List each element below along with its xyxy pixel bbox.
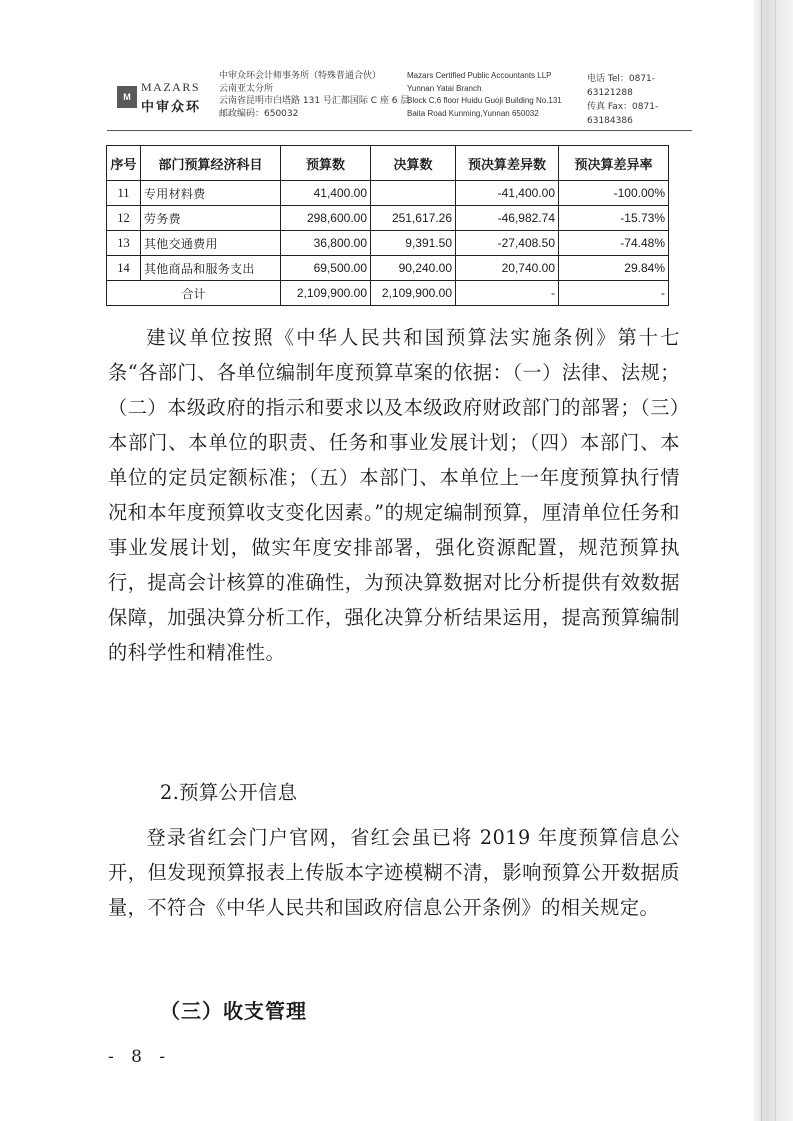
- cell-total-rate: -: [559, 281, 669, 306]
- cell-item: 其他交通费用: [141, 231, 281, 256]
- cell-diff: -41,400.00: [456, 181, 559, 206]
- cell-final: 251,617.26: [371, 206, 456, 231]
- section-heading-income-expense: （三）收支管理: [160, 999, 307, 1023]
- cell-total-label: 合计: [107, 281, 281, 306]
- header-rate: 预决算差异率: [559, 146, 669, 181]
- letterhead-chinese-block: [219, 70, 409, 120]
- cell-item: 劳务费: [141, 206, 281, 231]
- cell-final: [371, 181, 456, 206]
- cell-diff: -46,982.74: [456, 206, 559, 231]
- header-item: 部门预算经济科目: [141, 146, 281, 181]
- cell-seq: 14: [107, 256, 141, 281]
- letterhead-divider: [107, 130, 692, 131]
- cell-rate: -74.48%: [559, 231, 669, 256]
- logo-mark-icon: M: [117, 86, 137, 108]
- cell-rate: -100.00%: [559, 181, 669, 206]
- cell-seq: 12: [107, 206, 141, 231]
- cell-seq: 11: [107, 181, 141, 206]
- cell-diff: -27,408.50: [456, 231, 559, 256]
- address-zh: 云南省昆明市白塔路 131 号汇都国际 C 座 6 层: [219, 96, 410, 106]
- cell-seq: 13: [107, 231, 141, 256]
- logo-zh-text: 中审众环: [141, 100, 202, 115]
- letterhead-contact-block: [587, 72, 692, 128]
- cell-final: 9,391.50: [371, 231, 456, 256]
- cell-total-diff: -: [456, 281, 559, 306]
- address-en-line2: Baita Road Kunming,Yunnan 650032: [407, 108, 539, 118]
- branch-name-zh: 云南亚太分所: [219, 83, 274, 94]
- cell-final: 90,240.00: [371, 256, 456, 281]
- section-heading-budget-disclosure: 2.预算公开信息: [160, 781, 298, 804]
- table-row: [107, 181, 669, 206]
- fax: 传真 Fax：0871-63184386: [587, 102, 659, 126]
- cell-total-budget: 2,109,900.00: [281, 281, 371, 306]
- letterhead: [107, 70, 692, 130]
- header-diff: 预决算差异数: [456, 146, 559, 181]
- table-row: [107, 256, 669, 281]
- cell-item: 专用材料费: [141, 181, 281, 206]
- table-header-row: [107, 146, 669, 181]
- table-total-row: [107, 281, 669, 306]
- letterhead-english-block: [407, 70, 562, 120]
- budget-comparison-table: [106, 145, 669, 306]
- branch-name-en: Yunnan Yatai Branch: [407, 83, 482, 93]
- paragraph-budget-disclosure: 登录省红会门户官网，省红会虽已将 2019 年度预算信息公开，但发现预算报表上传版本字迹模糊不清，影响预算公开数据质量，不符合《中华人民共和国政府信息公开条例》的相关规定。: [108, 826, 680, 919]
- cell-rate: -15.73%: [559, 206, 669, 231]
- firm-name-zh: 中审众环会计师事务所（特殊普通合伙）: [219, 71, 382, 81]
- cell-total-final: 2,109,900.00: [371, 281, 456, 306]
- cell-item: 其他商品和服务支出: [141, 256, 281, 281]
- mazars-logo: [107, 74, 213, 118]
- cell-budget: 41,400.00: [281, 181, 371, 206]
- postal-code-zh: 邮政编码：650032: [219, 108, 299, 119]
- firm-name-en: Mazars Certified Public Accountants LLP: [407, 71, 552, 80]
- telephone: 电话 Tel：0871-63121288: [587, 74, 656, 98]
- table-row: [107, 231, 669, 256]
- address-en-line1: Block C,6 floor Huidu Guoji Building No.131: [407, 96, 562, 105]
- page-number: - 8 -: [108, 1047, 172, 1067]
- scan-page-edge: [753, 0, 793, 1121]
- cell-rate: 29.84%: [559, 256, 669, 281]
- header-seq: 序号: [107, 146, 141, 181]
- cell-budget: 36,800.00: [281, 231, 371, 256]
- logo-en-text: MAZARS: [141, 80, 201, 94]
- header-budget: 预算数: [281, 146, 371, 181]
- table-row: [107, 206, 669, 231]
- cell-budget: 298,600.00: [281, 206, 371, 231]
- header-final: 决算数: [371, 146, 456, 181]
- cell-budget: 69,500.00: [281, 256, 371, 281]
- cell-diff: 20,740.00: [456, 256, 559, 281]
- paragraph-budget-recommendation: 建议单位按照《中华人民共和国预算法实施条例》第十七条“各部门、各单位编制年度预算草案的依据：（一）法律、法规；（二）本级政府的指示和要求以及本级政府财政部门的部署；（三）本部门、本单位的职责、任务和事业发展计划；（四）本部门、本单位的定员定额标准；（五）本部门、本单位上一年度预算执行情况和本年度预算收支变化因素。”的规定编制预算，厘清单位任务和事业发展计划，做实年度安排部署，强化资源配置，规范预算执行，提高会计核算的准确性，为预决算数据对比分析提供有效数据保障，加强决算分析工作，强化决算分析结果运用，提高预算编制的科学性和精准性。: [108, 326, 680, 664]
